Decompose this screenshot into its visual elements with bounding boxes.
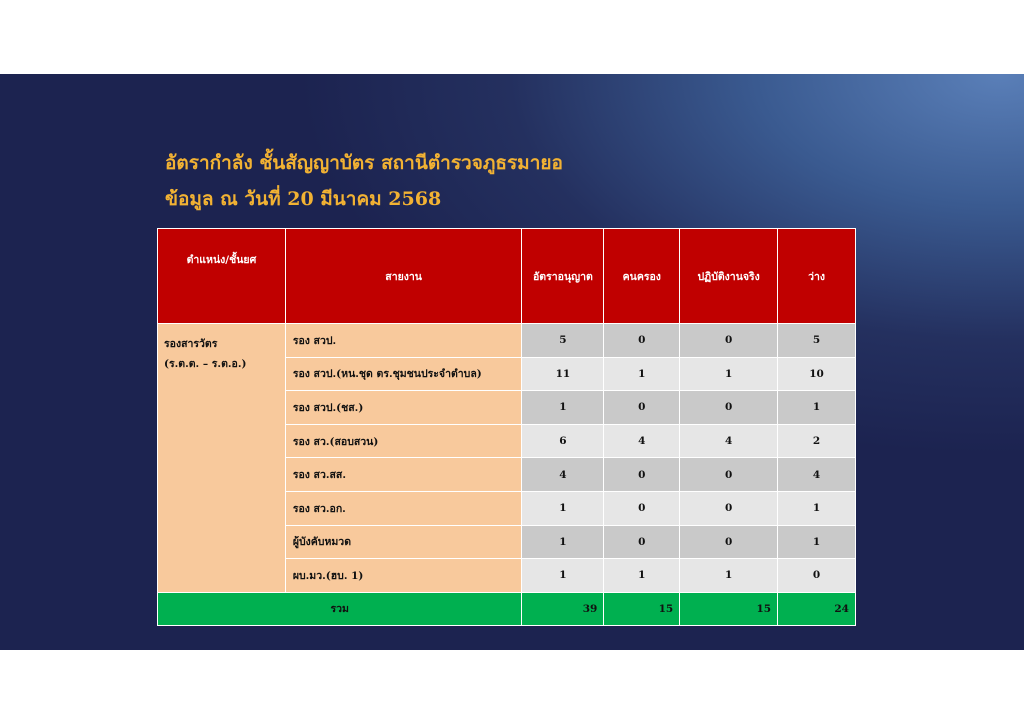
header-occupied: คนครอง xyxy=(604,229,680,324)
unit-cell: ผบ.มว.(ฮบ. 1) xyxy=(285,559,522,593)
allowed-cell: 6 xyxy=(522,424,604,458)
actual-cell: 0 xyxy=(680,458,778,492)
position-group-cell xyxy=(158,324,286,593)
unit-cell: รอง สว.(สอบสวน) xyxy=(285,424,522,458)
vacant-cell: 10 xyxy=(778,357,856,391)
total-label: รวม xyxy=(158,592,522,625)
header-allowed: อัตราอนุญาต xyxy=(522,229,604,324)
unit-cell: ผู้บังคับหมวด xyxy=(285,525,522,559)
position-group-name: รองสารวัตร xyxy=(164,338,218,350)
allowed-cell: 1 xyxy=(522,559,604,593)
actual-cell: 1 xyxy=(680,559,778,593)
unit-cell: รอง สว.สส. xyxy=(285,458,522,492)
vacant-cell: 4 xyxy=(778,458,856,492)
header-actual: ปฏิบัติงานจริง xyxy=(680,229,778,324)
allowed-cell: 1 xyxy=(522,491,604,525)
slide xyxy=(0,74,1024,650)
header-vacant: ว่าง xyxy=(778,229,856,324)
occupied-cell: 0 xyxy=(604,491,680,525)
occupied-cell: 1 xyxy=(604,559,680,593)
header-position: ตำแหน่ง/ชั้นยศ xyxy=(158,229,286,324)
unit-cell: รอง สว.อก. xyxy=(285,491,522,525)
allowed-cell: 4 xyxy=(522,458,604,492)
staffing-table xyxy=(157,228,856,626)
total-row xyxy=(158,592,856,625)
unit-cell: รอง สวป. xyxy=(285,324,522,358)
vacant-cell: 1 xyxy=(778,491,856,525)
allowed-cell: 1 xyxy=(522,525,604,559)
table-header-row xyxy=(158,229,856,324)
occupied-cell: 0 xyxy=(604,324,680,358)
vacant-cell: 0 xyxy=(778,559,856,593)
allowed-cell: 11 xyxy=(522,357,604,391)
vacant-cell: 2 xyxy=(778,424,856,458)
page-title: อัตรากำลัง ชั้นสัญญาบัตร สถานีตำรวจภูธรมายอ xyxy=(165,152,563,174)
total-vacant: 24 xyxy=(778,592,856,625)
allowed-cell: 1 xyxy=(522,391,604,425)
total-allowed: 39 xyxy=(522,592,604,625)
occupied-cell: 0 xyxy=(604,525,680,559)
actual-cell: 0 xyxy=(680,391,778,425)
actual-cell: 0 xyxy=(680,491,778,525)
occupied-cell: 4 xyxy=(604,424,680,458)
actual-cell: 1 xyxy=(680,357,778,391)
unit-cell: รอง สวป.(ชส.) xyxy=(285,391,522,425)
table-row xyxy=(158,324,856,358)
occupied-cell: 0 xyxy=(604,391,680,425)
unit-cell: รอง สวป.(หน.ชุด ตร.ชุมชนประจำตำบล) xyxy=(285,357,522,391)
occupied-cell: 1 xyxy=(604,357,680,391)
allowed-cell: 5 xyxy=(522,324,604,358)
total-occupied: 15 xyxy=(604,592,680,625)
occupied-cell: 0 xyxy=(604,458,680,492)
actual-cell: 4 xyxy=(680,424,778,458)
page-subtitle-date: ข้อมูล ณ วันที่ 20 มีนาคม 2568 xyxy=(165,188,442,210)
vacant-cell: 1 xyxy=(778,525,856,559)
total-actual: 15 xyxy=(680,592,778,625)
vacant-cell: 1 xyxy=(778,391,856,425)
position-group-rank: (ร.ต.ต. – ร.ต.อ.) xyxy=(164,358,247,370)
vacant-cell: 5 xyxy=(778,324,856,358)
header-unit: สายงาน xyxy=(285,229,522,324)
actual-cell: 0 xyxy=(680,324,778,358)
actual-cell: 0 xyxy=(680,525,778,559)
